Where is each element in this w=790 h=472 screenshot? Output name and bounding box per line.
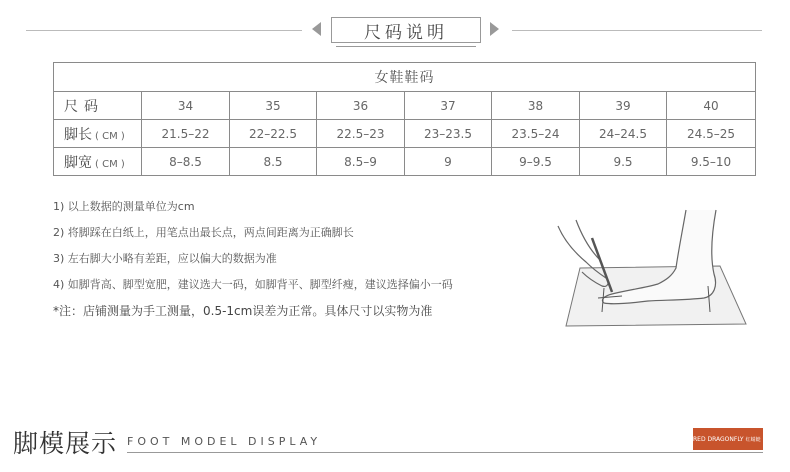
measurement-notes: [53, 199, 543, 329]
note-item: 4) 如脚背高、脚型宽肥，建议选大一码，如脚背平、脚型纤瘦，建议选择偏小一码: [53, 278, 453, 291]
foot-width-row: [54, 148, 756, 176]
width-cell: 8.5–9: [317, 148, 405, 176]
length-cell: 24.5–25: [667, 120, 756, 148]
table-caption: 女鞋鞋码: [54, 63, 756, 92]
length-cell: 23.5–24: [492, 120, 580, 148]
width-cell: 9.5: [580, 148, 667, 176]
note-disclaimer: *注：店铺测量为手工测量，0.5-1cm误差为正常。具体尺寸以实物为准: [53, 304, 433, 318]
size-cell: 38: [492, 92, 580, 120]
length-cell: 23–23.5: [405, 120, 492, 148]
length-cell: 21.5–22: [142, 120, 230, 148]
foot-measuring-illustration: [548, 208, 750, 332]
row-header-length: 脚长 ( CM ): [54, 120, 142, 148]
size-cell: 37: [405, 92, 492, 120]
brand-name-en: RED DRAGONFLY: [693, 435, 744, 443]
note-item: 3) 左右脚大小略有差距，应以偏大的数据为准: [53, 252, 277, 265]
note-item: 2) 将脚踩在白纸上，用笔点出最长点，两点间距离为正确脚长: [53, 226, 354, 239]
length-cell: 22.5–23: [317, 120, 405, 148]
section-title: 尺码说明: [331, 17, 481, 43]
size-cell: 35: [230, 92, 317, 120]
table-caption-row: [54, 63, 756, 92]
footer-rule: [127, 452, 763, 453]
width-cell: 8.5: [230, 148, 317, 176]
width-cell: 9.5–10: [667, 148, 756, 176]
size-chart-table: [53, 62, 756, 176]
header-rule-right: [512, 30, 762, 31]
foot-model-subtitle: FOOT MODEL DISPLAY: [127, 435, 322, 448]
size-cell: 40: [667, 92, 756, 120]
note-item: 1) 以上数据的测量单位为cm: [53, 200, 195, 213]
brand-name-zh: 红蜻蜓: [745, 436, 761, 443]
size-row: [54, 92, 756, 120]
arrow-right-icon: [490, 22, 499, 36]
length-cell: 24–24.5: [580, 120, 667, 148]
foot-model-title: 脚模展示: [13, 429, 118, 458]
foot-model-footer: [0, 424, 790, 464]
row-header-width: 脚宽 ( CM ): [54, 148, 142, 176]
header-rule-left: [26, 30, 302, 31]
foot-length-row: [54, 120, 756, 148]
size-cell: 39: [580, 92, 667, 120]
width-cell: 9: [405, 148, 492, 176]
size-cell: 34: [142, 92, 230, 120]
size-cell: 36: [317, 92, 405, 120]
row-header-size: 尺码: [54, 92, 142, 120]
arrow-left-icon: [312, 22, 321, 36]
width-cell: 8–8.5: [142, 148, 230, 176]
section-header: [0, 16, 790, 46]
brand-logo: [693, 428, 763, 450]
length-cell: 22–22.5: [230, 120, 317, 148]
width-cell: 9–9.5: [492, 148, 580, 176]
